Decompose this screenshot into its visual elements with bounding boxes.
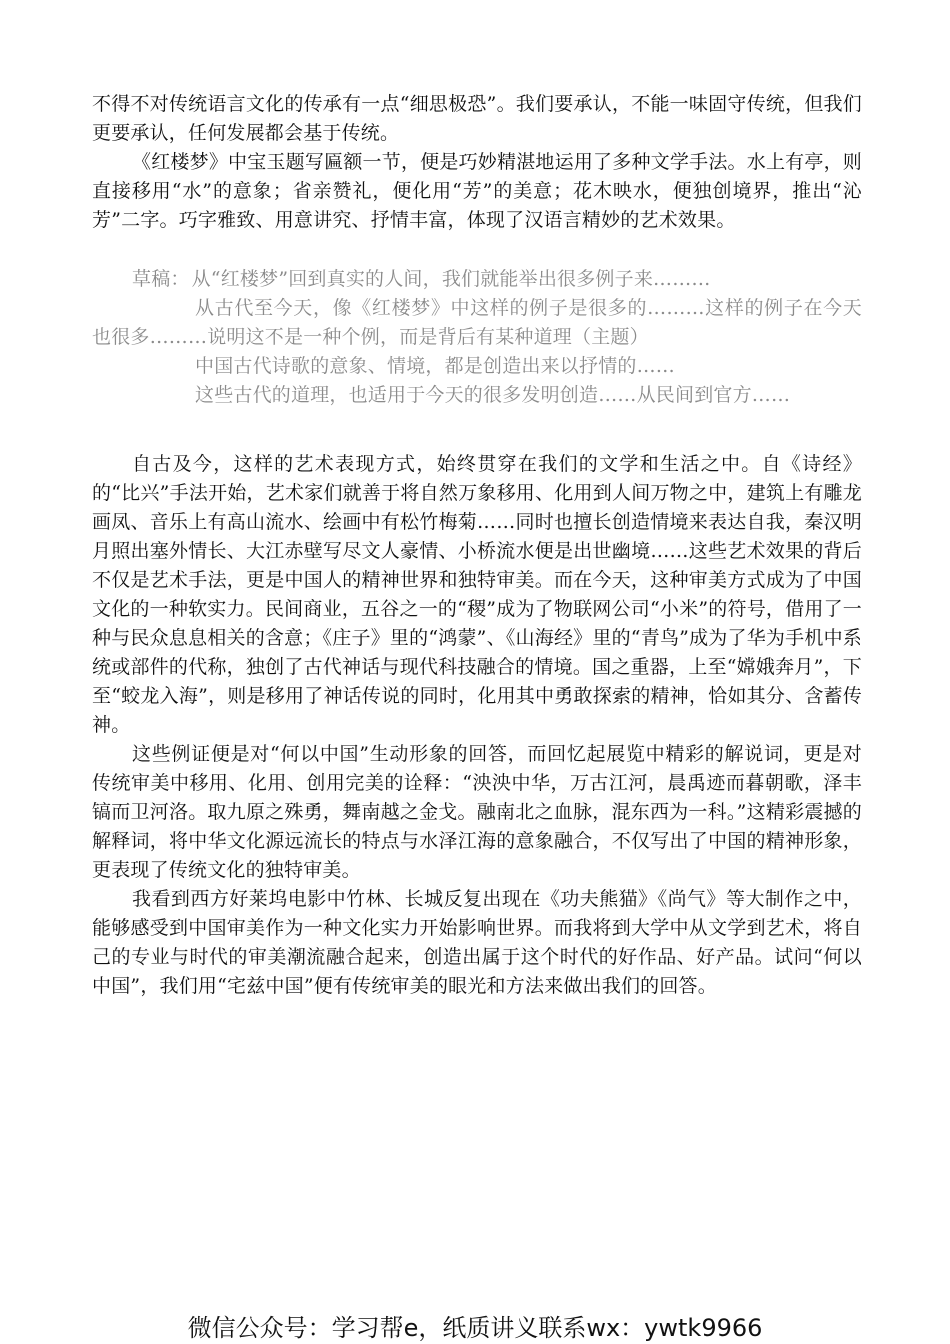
draft-line-2: 从古代至今天，像《红楼梦》中这样的例子是很多的………这样的例子在今天也很多………说明这不是一种个例，而是背后有某种道理（主题） (92, 297, 862, 348)
draft-line-1 (92, 265, 862, 294)
draft-line-1-text: 从“红楼梦”回到真实的人间，我们就能举出很多例子来……… (191, 268, 711, 290)
draft-line-4: 这些古代的道理，也适用于今天的很多发明创造……从民间到官方…… (195, 384, 791, 406)
paragraph-art-expression: 自古及今，这样的艺术表现方式，始终贯穿在我们的文学和生活之中。自《诗经》的“比兴”手法开始，艺术家们就善于将自然万象移用、化用到人间万物之中，建筑上有雕龙画凤、音乐上有高山流水、绘画中有松竹梅菊……同时也擅长创造情境来表达自我，秦汉明月照出塞外情长、大江赤壁写尽文人豪情、小桥流水便是出世幽境……这些艺术效果的背后不仅是艺术手法，更是中国人的精神世界和独特审美。而在今天，这种审美方式成为了中国文化的一种软实力。民间商业，五谷之一的“稷”成为了物联网公司“小米”的符号，借用了一种与民众息息相关的含意；《庄子》里的“鸿蒙”、《山海经》里的“青鸟”成为了华为手机中系统或部件的代称，独创了古代神话与现代科技融合的情境。国之重器，上至“嫦娥奔月”，下至“蛟龙入海”，则是移用了神话传说的同时，化用其中勇敢探索的精神，恰如其分、含蓄传神。 (92, 453, 862, 736)
footer-watermark: 微信公众号：学习帮e，纸质讲义联系wx：ywtk9966 (187, 1314, 763, 1342)
draft-line-3: 中国古代诗歌的意象、情境，都是创造出来以抒情的…… (195, 355, 676, 377)
draft-notes (92, 265, 862, 410)
paragraph-exhibition: 这些例证便是对“何以中国”生动形象的回答，而回忆起展览中精彩的解说词，更是对传统审美中移用、化用、创用完美的诠释：“泱泱中华，万古江河，晨禹迹而暮朝歌，泽丰镐而卫河洛。取九原之殊勇，舞南越之金戈。融南北之血脉，混东西为一科。”这精彩震撼的解释词，将中华文化源远流长的特点与水泽江海的意象融合，不仅写出了中国的精神形象，更表现了传统文化的独特审美。 (92, 743, 862, 881)
paragraph-honglou: 《红楼梦》中宝玉题写匾额一节，便是巧妙精湛地运用了多种文学手法。水上有亭，则直接移用“水”的意象；省亲赞礼，便化用“芳”的美意；花木映水，便独创境界，推出“沁芳”二字。巧字雅致、用意讲究、抒情丰富，体现了汉语言精妙的艺术效果。 (92, 151, 862, 231)
draft-label: 草稿： (132, 268, 190, 290)
paragraph-conclusion: 我看到西方好莱坞电影中竹林、长城反复出现在《功夫熊猫》《尚气》等大制作之中，能够感受到中国审美作为一种文化实力开始影响世界。而我将到大学中从文学到艺术，将自己的专业与时代的审美潮流融合起来，创造出属于这个时代的好作品、好产品。试问“何以中国”，我们用“宅兹中国”便有传统审美的眼光和方法来做出我们的回答。 (92, 888, 862, 997)
paragraph-intro-continued: 不得不对传统语言文化的传承有一点“细思极恐”。我们要承认，不能一味固守传统，但我们更要承认，任何发展都会基于传统。 (92, 93, 862, 144)
document-page (92, 90, 862, 1001)
